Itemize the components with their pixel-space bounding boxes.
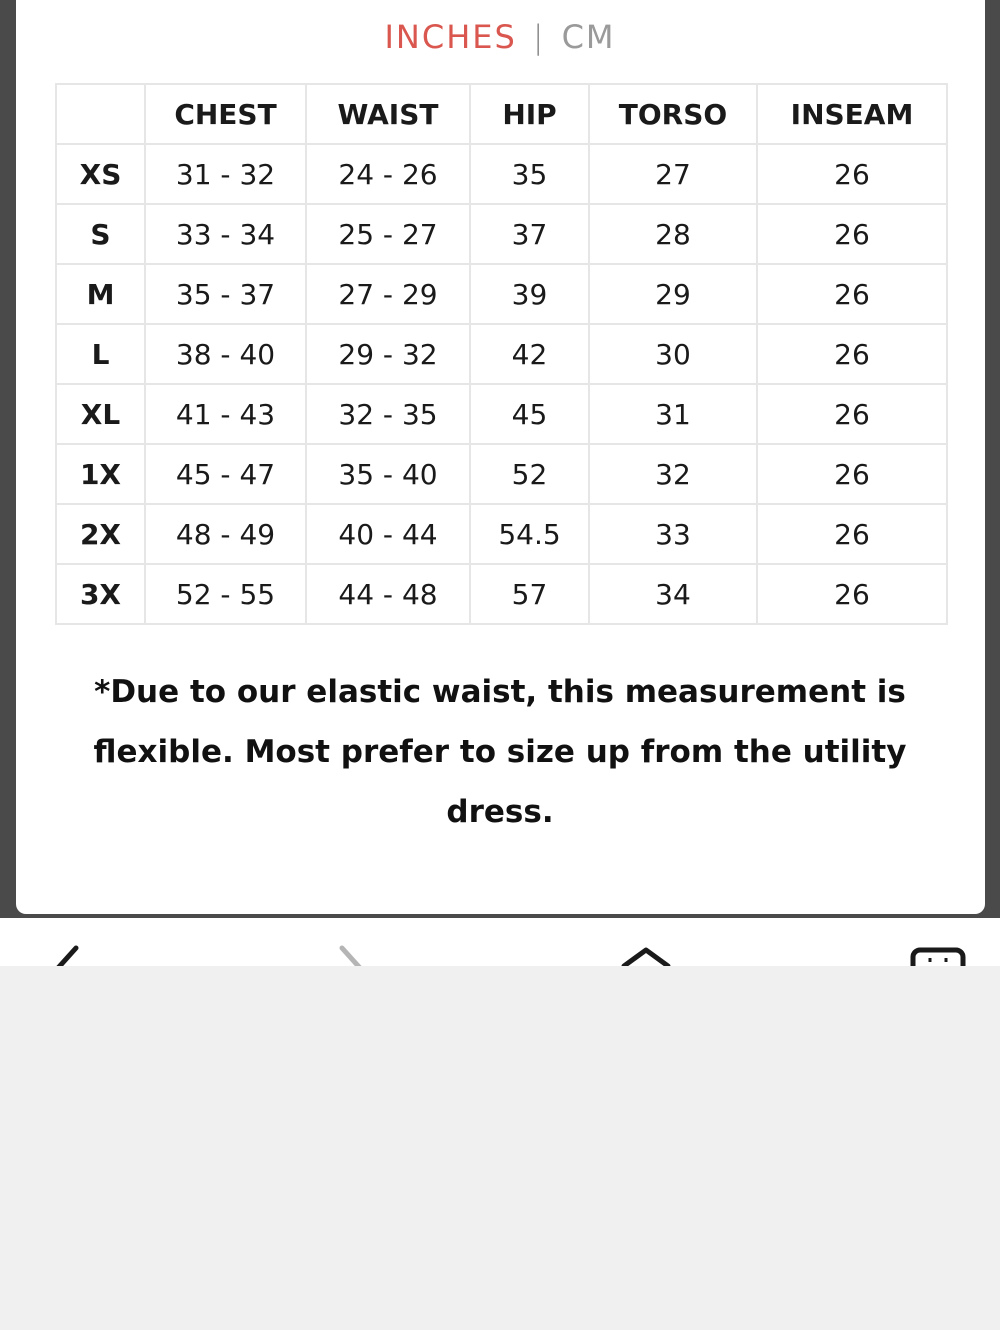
chest-cell: 52 - 55 bbox=[145, 564, 306, 624]
hip-cell: 37 bbox=[470, 204, 589, 264]
table-row bbox=[56, 384, 947, 444]
size-label: 2X bbox=[56, 504, 145, 564]
waist-cell: 25 - 27 bbox=[306, 204, 470, 264]
waist-cell: 44 - 48 bbox=[306, 564, 470, 624]
back-icon bbox=[52, 944, 86, 966]
table-row bbox=[56, 204, 947, 264]
tabs-icon bbox=[908, 944, 968, 966]
chest-cell: 38 - 40 bbox=[145, 324, 306, 384]
hip-cell: 57 bbox=[470, 564, 589, 624]
size-label: S bbox=[56, 204, 145, 264]
table-row bbox=[56, 564, 947, 624]
torso-cell: 32 bbox=[589, 444, 757, 504]
hip-cell: 35 bbox=[470, 144, 589, 204]
chest-cell: 33 - 34 bbox=[145, 204, 306, 264]
torso-cell: 27 bbox=[589, 144, 757, 204]
size-label: M bbox=[56, 264, 145, 324]
waist-footnote: *Due to our elastic waist, this measurement is flexible. Most prefer to size up from the utility dress. bbox=[93, 674, 907, 830]
header-waist: WAIST bbox=[306, 84, 470, 144]
inseam-cell: 26 bbox=[757, 264, 947, 324]
table-row bbox=[56, 324, 947, 384]
hip-cell: 45 bbox=[470, 384, 589, 444]
inseam-cell: 26 bbox=[757, 384, 947, 444]
size-label: XS bbox=[56, 144, 145, 204]
back-button[interactable] bbox=[52, 944, 86, 966]
chest-cell: 45 - 47 bbox=[145, 444, 306, 504]
size-chart-table bbox=[55, 83, 948, 625]
inseam-cell: 26 bbox=[757, 204, 947, 264]
header-torso: TORSO bbox=[589, 84, 757, 144]
waist-cell: 32 - 35 bbox=[306, 384, 470, 444]
browser-nav-bar bbox=[0, 918, 1000, 966]
tabs-button[interactable] bbox=[908, 944, 968, 966]
size-label: L bbox=[56, 324, 145, 384]
torso-cell: 30 bbox=[589, 324, 757, 384]
table-row bbox=[56, 444, 947, 504]
table-row bbox=[56, 264, 947, 324]
torso-cell: 31 bbox=[589, 384, 757, 444]
header-hip: HIP bbox=[470, 84, 589, 144]
table-header-row bbox=[56, 84, 947, 144]
unit-inches-option[interactable]: INCHES bbox=[384, 18, 517, 56]
table-row bbox=[56, 144, 947, 204]
waist-cell: 40 - 44 bbox=[306, 504, 470, 564]
torso-cell: 33 bbox=[589, 504, 757, 564]
inseam-cell: 26 bbox=[757, 324, 947, 384]
header-inseam: INSEAM bbox=[757, 84, 947, 144]
waist-cell: 27 - 29 bbox=[306, 264, 470, 324]
size-label: XL bbox=[56, 384, 145, 444]
unit-toggle bbox=[0, 18, 1000, 56]
chest-cell: 48 - 49 bbox=[145, 504, 306, 564]
unit-cm-option[interactable]: CM bbox=[561, 18, 616, 56]
size-label: 1X bbox=[56, 444, 145, 504]
size-label: 3X bbox=[56, 564, 145, 624]
share-button[interactable] bbox=[618, 944, 674, 966]
torso-cell: 28 bbox=[589, 204, 757, 264]
inseam-cell: 26 bbox=[757, 504, 947, 564]
inseam-cell: 26 bbox=[757, 144, 947, 204]
torso-cell: 34 bbox=[589, 564, 757, 624]
header-size bbox=[56, 84, 145, 144]
waist-cell: 35 - 40 bbox=[306, 444, 470, 504]
waist-cell: 29 - 32 bbox=[306, 324, 470, 384]
share-icon bbox=[618, 944, 674, 966]
inseam-cell: 26 bbox=[757, 444, 947, 504]
header-chest: CHEST bbox=[145, 84, 306, 144]
waist-cell: 24 - 26 bbox=[306, 144, 470, 204]
hip-cell: 39 bbox=[470, 264, 589, 324]
inseam-cell: 26 bbox=[757, 564, 947, 624]
hip-cell: 52 bbox=[470, 444, 589, 504]
table-row bbox=[56, 504, 947, 564]
unit-separator: | bbox=[532, 18, 546, 56]
chest-cell: 35 - 37 bbox=[145, 264, 306, 324]
forward-button[interactable] bbox=[334, 944, 368, 966]
chest-cell: 41 - 43 bbox=[145, 384, 306, 444]
forward-icon bbox=[334, 944, 368, 966]
chest-cell: 31 - 32 bbox=[145, 144, 306, 204]
hip-cell: 42 bbox=[470, 324, 589, 384]
torso-cell: 29 bbox=[589, 264, 757, 324]
hip-cell: 54.5 bbox=[470, 504, 589, 564]
